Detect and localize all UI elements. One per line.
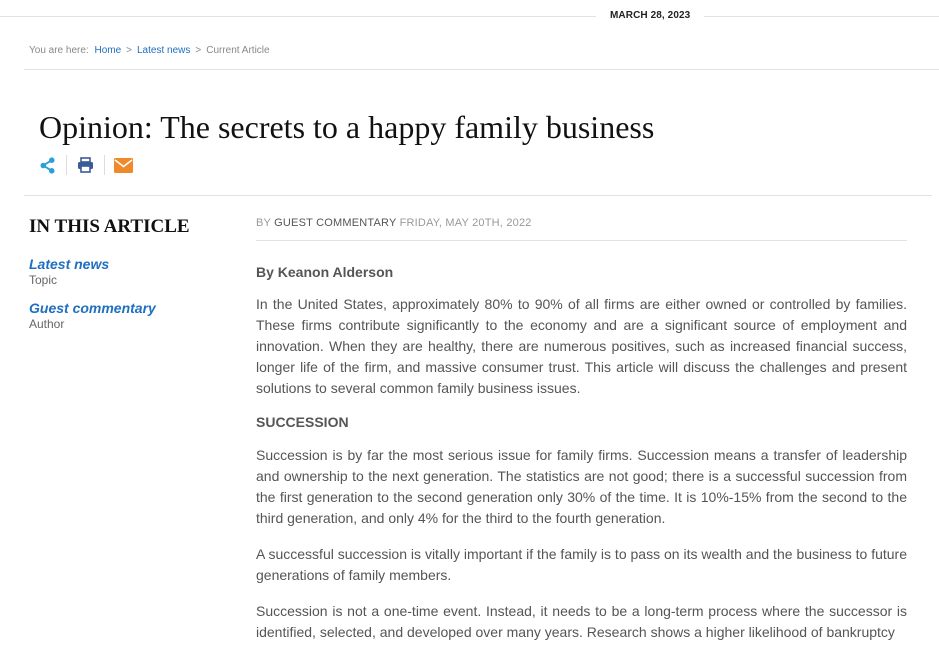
breadcrumb [29, 45, 270, 56]
meta-author: GUEST COMMENTARY [274, 217, 397, 229]
icon-divider [104, 155, 105, 175]
breadcrumb-latest-news[interactable]: Latest news [137, 45, 191, 56]
paragraph: Succession is not a one-time event. Instead, it needs to be a long-term process where the successor is identified, selected, and developed over many years. Research shows a higher likelihood of bankruptcy [256, 603, 907, 640]
meta-date: FRIDAY, MAY 20TH, 2022 [399, 217, 532, 229]
icon-divider [66, 155, 67, 175]
article-sidebar [29, 216, 229, 343]
article-meta [256, 217, 907, 241]
sidebar-item-author [29, 299, 229, 331]
share-icon[interactable] [38, 156, 57, 174]
email-icon[interactable] [114, 156, 133, 174]
meta-by: BY [256, 217, 271, 229]
sidebar-item-topic [29, 255, 229, 287]
paragraph: Succession is by far the most serious issue for family firms. Succession means a transfer of leadership and ownership to the next generation. The statistics are not good; there is a successful succession from the first generation to the second generation only 30% of the time. It is 10%-15% from the second to the third generation, and only 4% for the third to the fourth generation. [256, 447, 907, 526]
sidebar-heading: IN THIS ARTICLE [29, 216, 190, 237]
paragraph: A successful succession is vitally important if the family is to pass on its wealth and the business to future generations of family members. [256, 546, 907, 583]
top-divider [0, 16, 939, 17]
breadcrumb-prefix: You are here: [29, 45, 89, 56]
section-heading: SUCCESSION [256, 414, 349, 430]
breadcrumb-separator: > [126, 45, 132, 56]
current-date: MARCH 28, 2023 [596, 10, 704, 21]
breadcrumb-home[interactable]: Home [94, 45, 122, 56]
breadcrumb-separator: > [195, 45, 202, 56]
divider [24, 195, 932, 196]
paragraph: In the United States, approximately 80% to 90% of all firms are either owned or controlled by families. These firms contribute significantly to the economy and are a significant source of employment and innovation. When they are healthy, there are numerous positives, such as increased financial success, longer life of the firm, and massive consumer trust. This article will discuss the challenges and present solutions to several common family business issues. [256, 296, 907, 396]
topic-label: Topic [29, 273, 58, 287]
article-body [256, 217, 907, 658]
page-title: Opinion: The secrets to a happy family business [39, 109, 655, 145]
byline: By Keanon Alderson [256, 264, 394, 280]
topic-link[interactable]: Latest news [29, 256, 110, 272]
print-icon[interactable] [76, 156, 95, 174]
divider [24, 69, 939, 70]
author-label: Author [29, 317, 65, 331]
share-toolbar [38, 155, 133, 175]
breadcrumb-current: Current Article [206, 45, 270, 56]
author-link[interactable]: Guest commentary [29, 300, 156, 316]
